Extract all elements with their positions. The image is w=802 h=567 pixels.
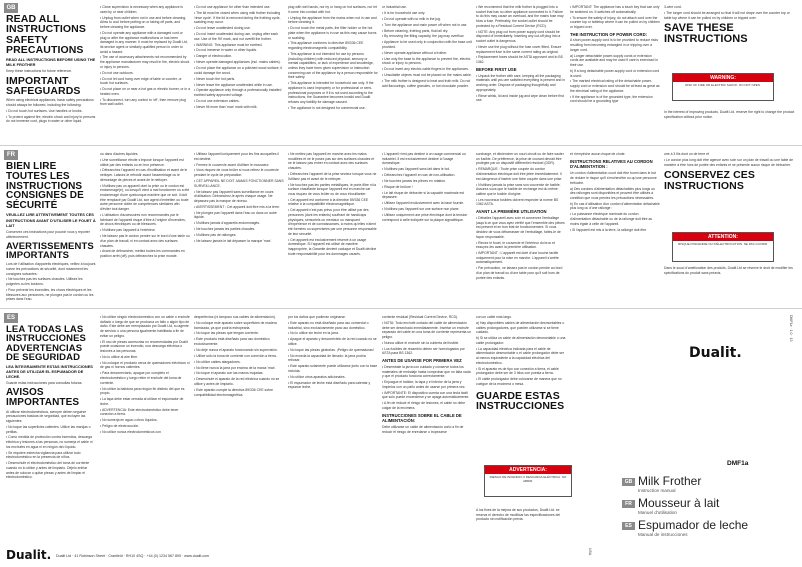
es-save-heading	[476, 391, 566, 412]
fr-paragraph: • Fermez le couvercle avant d'utiliser le mousseur.	[194, 162, 270, 167]
fr-subtitle: VEUILLEZ LIRE ATTENTIVEMENT TOUTES CES INSTRUCTIONS AVANT D'UTILISER LE FOUET À LAIT	[6, 212, 96, 229]
es-paragraph: • No sumerja en agua u otros líquidos.	[100, 418, 158, 423]
fr-save-line: CONSERVEZ CES	[664, 169, 755, 182]
gb-paragraph: • Replacement fuses should be ASTA approved and to BS 1362.	[476, 55, 563, 65]
gb-paragraph: • Close supervision is necessary when any appliance is used by or near children.	[100, 5, 183, 14]
fr-paragraph: b) En cas d'utilisation d'un cordon d'alimentation détachable plus long ou d'une rallonge :	[570, 201, 660, 211]
es-paragraph: • No utilice la batidora para ningún fin distinto del que es propio.	[100, 386, 185, 396]
gb-paragraph: plug with wet hands, nor by or hang on hot surfaces, nor let it come into contact with hot.	[288, 5, 377, 14]
es-paragraph: • Enjuague el batidor, la tapa y el interior de la jarra y límpielos con un paño antes de usarse por primera vez.	[382, 380, 466, 389]
es-paragraph: • No lo utilice sin leche en la jarra.	[288, 331, 339, 336]
gb-paragraph: • The appliance is not designed for commercial use.	[288, 105, 366, 110]
es-paragraph: • No utilice cables alargadores.	[194, 359, 241, 364]
fr-title-line: SÉCURITÉ	[6, 200, 58, 212]
gb-paragraph: When using electrical appliances, basic safety precautions should always be followed, including the following:	[6, 98, 94, 107]
es-column-3	[194, 315, 284, 543]
es-paragraph: • Este aparato solamente puede utilizarse junto con la base incluida.	[288, 364, 378, 373]
gb-paragraph: • Do not use appliance for other than intended use.	[194, 5, 271, 9]
es-paragraph: • El cable prolongador debe colocarse de manera que no cuelgue de la encimera o mesa.	[476, 377, 562, 386]
es-paragraph: • No toque las piezas giratorias. ¡Peligro de quemaduras!	[288, 347, 374, 352]
es-subtitle: LEA ÍNTEGRAMENTE ESTAS INSTRUCCIONES ANTES DE UTILIZAR EL ESPUMADOR DE LECHE.	[6, 363, 93, 380]
gb-paragraph: • This appliance is intended for household use only. If the appliance is used improperly or for professional or semi-professional purposes or if it is not used according to the instructions, the Guarantee becomes invalid and Dualit refuses any liability for damage caused.	[288, 81, 374, 104]
fr-title	[6, 162, 96, 211]
gb-paragraph: b) If a long detachable power-supply cord or extension cord is used:	[570, 68, 660, 78]
gb-paragraph: • Do not invert any electric cable fingers in the appliances.	[382, 67, 469, 72]
cover-product-sub-gb: Instruction manual	[638, 488, 676, 493]
es-paragraph: • Se requiere estrecha vigilancia para utilizar todo electrodoméstico en la presencia de niños.	[6, 450, 81, 460]
es-paragraph: • A fin de reducir el riesgo de lesiones, el cable no debe colgar de la encimera.	[382, 401, 466, 410]
es-paragraph: • ADVERTENCIA: Este electrodoméstico debe tener conexión a tierra.	[100, 407, 179, 417]
cover-product-name-fr: Mousseur à lait	[638, 496, 720, 510]
fr-column-4	[288, 152, 378, 306]
fr-paragraph: surcharge, et déclencher un court-circuit ou de faire sauter un fusible. De préférence, la prise de courant devrait être protégée par un dispositif différentiel résiduel (DDR).	[476, 152, 564, 166]
es-power-cord-heading: INSTRUCCIONES SOBRE EL CABLE DE ALIMENTACIÓN:	[382, 412, 462, 424]
es-paragraph: • No toque el aparato con las manos mojadas.	[194, 371, 264, 376]
es-paragraph: • IMPORTANTE: El dispositivo cuenta con una tecla táctil que solo puede encenderse y se apaga automáticamente.	[382, 390, 470, 400]
gb-paragraph: • Never fill more than 'max' mark with milk.	[194, 104, 258, 109]
fr-paragraph: • Ne laissez pas le cordon pendre sur le bord d'une table ou d'un plan de travail, ni en contact avec des surfaces chaudes.	[100, 234, 190, 248]
fr-power-cord-heading: INSTRUCTIONS RELATIVES AU CORDON D'ALIMENTATION :	[570, 158, 653, 170]
divider-gb-fr	[0, 145, 802, 146]
fr-paragraph: • Le cordon plus long doit être agencé avec soin sur un plan de travail ou une table de manière à être hors de portée des enfants et ne présente aucun risque de trébucher.	[664, 157, 793, 167]
gb-paragraph: a) Longer detachable power-supply cords or extension cords are available and may be used if care is exercised in their use.	[570, 53, 659, 68]
es-paragraph: Debe utilizarse un cable de alimentación corto a fin de reducir el riesgo de enredarse o tropezarse	[382, 425, 464, 434]
es-important-line: AVISOS	[6, 387, 44, 399]
gb-paragraph: • To disconnect, turn any control to 'off', then remove plug from wall outlet.	[100, 97, 186, 107]
fr-paragraph: • Risque de brûlure !	[382, 184, 413, 189]
gb-paragraph: • By removing the filling capacity, the jug may overflow.	[382, 34, 465, 39]
fr-paragraph: • Ne touchez pas les surfaces chaudes. Utilisez les poignées ou les boutons.	[6, 277, 83, 287]
es-paragraph: • Este producto está diseñado para uso doméstico exclusivamente.	[194, 337, 270, 346]
fr-paragraph: • N'utilisez jamais d'appareils endommagés.	[194, 221, 260, 226]
fr-keep-note: Conservez ces instructions pour pouvoir vous y reporter ultérieurement.	[6, 230, 90, 239]
lang-tag-fr: FR	[4, 150, 18, 160]
gb-paragraph: • Operate appliance only through a professionally installed earthed safety approved voltage.	[194, 88, 282, 98]
gb-paragraph: • The lid must be closed when using milk frother including 'rinse cycle'. If the lid is removed during the frothing cycle, scalding may occur.	[194, 10, 281, 25]
es-paragraph: • No utilice ningún electrodoméstico con un cable o enchufe dañado o luego de que se produzca un fallo o algún tipo de daño. Este debe ser reemplazado por Dualit Ltd, su agente de servicio o una persona igualmente habilitada a fin de evitar un peligro.	[100, 315, 190, 338]
fr-save-line: INSTRUCTIONS	[664, 179, 744, 192]
fr-paragraph: • N'utilisez jamais la prise sans son couvercle de fusible. Assurez-vous que le fusible de rechange est du même calibre que le fusible d'origine.	[476, 182, 561, 196]
es-important-line: IMPORTANTES	[6, 396, 80, 408]
fr-warning-body: RISQUE D'INCENDIE OU D'ÉLECTROCUTION. NE PAS OUVRIR.	[678, 242, 768, 246]
es-paragraph: • No llene nunca la jarra por encima de la marca 'max'.	[194, 365, 277, 370]
gb-warning-head: WARNING:	[673, 74, 773, 82]
gb-paragraph: • Appliance to be used only in conjunction with the base unit provided.	[382, 40, 472, 49]
fr-paragraph: Un cordon d'alimentation court doit être fourni dans le but de réduire le risque qu'il s'enchevêtre ou qu'une personne trébuche.	[570, 171, 657, 185]
es-paragraph: a) Hay disponibles cables de alimentación desmontables o cables prolongadores, que pueden utilizarse si se tiene cuidado.	[476, 320, 565, 335]
gb-paragraph: • This appliance is not intended for use by persons (including children) with reduced physical, sensory or mental capabilities, or lack of experience and knowledge, unless they have been given supervision or instruction concerning use of the appliance by a person responsible for their safety.	[288, 51, 378, 80]
gb-column-5	[382, 5, 472, 143]
es-column-5	[382, 315, 472, 543]
fr-title-line: INSTRUCTIONS	[6, 180, 83, 192]
es-paragraph: • Desenchufe el aparato de la red eléctrica cuando no se utilice y antes de limpiarlo.	[194, 377, 280, 386]
gb-paragraph: • Do not insert unattended during use, unplug after each use. Use of the 'fill' mark, and not overfill the frother.	[194, 32, 279, 41]
gb-before-first-use-heading: BEFORE FIRST USE	[476, 66, 517, 72]
fr-warning-head: ATTENTION:	[673, 233, 773, 241]
fr-paragraph: • L'appareil n'est pas destiné à un usage commercial ou industriel. Il est exclusivement destiné à l'usage domestique.	[382, 152, 466, 166]
fr-paragraph: ou dans d'autres liquides.	[100, 152, 139, 156]
gb-paragraph: • NOTE: Any plug cut from power supply cord should be disposed of immediately. Inserting any cut-off plug into a socket outlet is dangerous.	[476, 29, 561, 43]
lang-tag-gb: GB	[4, 3, 18, 13]
fr-paragraph: • Si l'appareil est mis à la terre, la rallonge doit être	[570, 227, 647, 232]
fr-column-5	[382, 152, 472, 306]
divider-fr-es	[0, 308, 802, 309]
es-footnote	[476, 508, 566, 538]
gb-paragraph: • Do not touch the metal parts, the filter holder or the hot plate when the appliance is in use as this may cause burns or scalding.	[288, 26, 377, 40]
fr-paragraph: • Utilisez uniquement une prise électrique dont la tension correspond à celle indiquée sur la plaque signalétique.	[382, 213, 468, 222]
gb-paragraph: • To protect against fire, electric shock and injury to persons do not immerse cord, plugs in water or other liquid.	[6, 114, 96, 124]
cover-product-sub-fr: Manuel d'utilisation	[638, 510, 677, 515]
fr-paragraph: • Ne plongez pas l'appareil dans l'eau ou dans un autre liquide.	[194, 210, 277, 220]
gb-title	[6, 14, 96, 55]
fr-paragraph: • Ne laissez jamais le lait dépasser la marque 'max'.	[194, 238, 272, 243]
es-paragraph: • Este aparato cumple la directiva 89/336 CEE sobre compatibilidad electromagnética.	[194, 387, 274, 397]
fr-paragraph: • Les nouveaux fusibles doivent respecter la norme BS 1362 ASTA.	[476, 197, 559, 207]
cover-brand-logo: Dualit.	[689, 345, 742, 361]
es-paragraph: • Este aparato no está diseñado para uso comercial o industrial, sino exclusivamente para uso doméstico.	[288, 320, 369, 330]
fr-paragraph: une à 3 fils dont un de terre et	[664, 152, 710, 156]
gb-footnote	[664, 110, 796, 130]
es-paragraph: con un cable más largo.	[476, 315, 512, 319]
es-paragraph: • La capacidad eléctrica indicada para el cable de alimentación desmontable o el cable prolongador debe ser al menos equivalente a la capacidad eléctrica del electrodoméstico.	[476, 346, 565, 365]
lang-tag-es: ES	[4, 313, 18, 323]
fr-paragraph: • N'utilisez pas un appareil dont la prise ou le cordon est endommagé(e), ou lorsqu'il vient à mal fonctionner ou a été endommagé d'une quelconque manière que ce soit. Il doit être remplacé par Dualit Ltd, son agent d'entretien ou toute autre personne dotée de compétences similaires afin d'éviter tout danger.	[100, 183, 190, 212]
fr-important-line: IMPORTANTS	[6, 249, 70, 261]
es-column-1	[6, 325, 96, 543]
gb-paragraph: • We recommend that the milk frother is plugged into a socket that has no other appliance connected to it. Failure to do this may cause an overload, and the mains fuse may blow a fuse. Preferably, the socket outlet should be protected by a Residual Current Device (RCD).	[476, 5, 564, 28]
cover-model-number: DMF1a	[727, 460, 749, 467]
es-paragraph: Al utilizar electrodomésticos, siempre deben seguirse precauciones básicas de seguridad, que incluyen las siguientes:	[6, 409, 87, 424]
es-paragraph: • Los fusibles de recambio deben ser homologados por ASTA para BS 1362.	[382, 346, 465, 356]
fr-column-6	[476, 152, 566, 306]
es-title-line: DE SEGURIDAD	[6, 351, 81, 363]
footer-side-code: USA	[588, 548, 592, 556]
fr-paragraph: • Débranchez l'appareil de la prise secteur lorsque vous ne l'utilisez pas et avant de le nettoyer.	[288, 171, 377, 181]
gb-paragraph: • The longer cord should be arranged so that it will not drape over the counter top or table top where it can be pulled on by children or tripped over.	[664, 10, 790, 20]
fr-footnote-text: Dans le souci d'amélioration des produits, Dualit Ltd se réserve le droit de modifier les spécifications du produit sans préavis.	[664, 266, 793, 275]
es-paragraph: • Nunca utilice el enchufe sin la cubierta del fusible.	[382, 340, 460, 345]
fr-column-7	[570, 152, 660, 306]
fr-title-line: TOUTES LES	[6, 170, 70, 182]
es-paragraph: • No utilice otros aparatos adicionales.	[288, 374, 346, 379]
gb-paragraph: • Do not operate any appliance with a damaged cord or plug or after the appliance malfunctions or has been damaged in any manner. It must be replaced by Dualit Ltd, its service agent or similarly qualified person in order to avoid a hazard.	[100, 30, 188, 54]
gb-paragraph: • It is for household use only.	[382, 10, 426, 15]
gb-column-1	[6, 14, 96, 144]
gb-column-6	[476, 5, 566, 143]
footer-brand-logo: Dualit.	[6, 548, 52, 562]
es-paragraph: • No lo utilice al aire libre.	[100, 354, 139, 359]
es-paragraph: desperfectos (ni tampoco sus cables de alimentación).	[194, 315, 276, 319]
es-save-line: GUARDE ESTAS	[476, 389, 560, 402]
gb-title-line: READ ALL	[6, 14, 60, 25]
gb-paragraph: • Unplug from outlet when not in use and before cleaning. Allow to cool before putting on or taking off parts, and before cleaning the appliance.	[100, 15, 187, 29]
gb-paragraph: • Never use the plug without the fuse cover fitted. Ensure replacement fuse is the same current rating as original.	[476, 44, 562, 54]
gb-keep-note: Keep these instructions for future reference.	[6, 68, 72, 73]
fr-save-heading	[664, 170, 796, 191]
gb-paragraph: • Do not place the appliance on a polished wood surface; it could damage the wood.	[194, 66, 283, 75]
gb-paragraph: • To ensure the safety of injury, do not attach cord over the counter top or tabletop where it can be pulled on by children or tripped over.	[570, 15, 660, 29]
fr-paragraph: • L'utilisation d'accessoires non recommandés par le fabricant de l'appareil risque d'être à l'origine d'incendies, de chocs électriques ou de blessures.	[100, 213, 186, 227]
fr-column-3	[194, 152, 284, 306]
es-paragraph: • NOTA: Todo enchufe cortado del cable de alimentación debe ser desechado inmediatamente. Insertar un enchufe separado del cable en una toma de corriente representa un peligro.	[382, 320, 472, 339]
gb-paragraph: • The use of accessory attachments not recommended by the appliance manufacturer may result in fire, electric shock or injury to persons.	[100, 55, 190, 69]
fr-paragraph: • N'utilisez pas l'appareil sur une surface non plane.	[382, 207, 460, 212]
gb-save-heading	[664, 23, 796, 45]
es-title-line: ADVERTENCIAS	[6, 342, 83, 354]
es-title-line: INSTRUCCIONES	[6, 333, 86, 345]
gb-paragraph: • IMPORTANT: The appliance has a touch key that can only be switched on. It switches off automatically.	[570, 5, 660, 14]
gb-paragraph: 3-wire cord.	[664, 5, 682, 9]
fr-paragraph: • Par précaution, ne laissez pas le cordon pendre au bord d'un plan de travail ou d'une table pour qu'il soit hors de portée des enfants.	[476, 266, 563, 280]
fr-paragraph: et n'empêche aucun risque de chute.	[570, 152, 626, 156]
footer-address: Dualit Ltd · 41 Robinson Street · Cranfield · RH10 4SQ · +44 (0) 1234 567 890 · www.dualit.com	[56, 554, 210, 558]
fr-paragraph: • Pour prévenir les incendies, les chocs électriques et les blessures aux personnes, ne plongez pas le cordon ou les prises dans l'eau.	[6, 287, 94, 302]
fr-paragraph: • N'utilisez pas de rallonges.	[194, 233, 237, 237]
fr-footnote	[664, 266, 796, 288]
es-paragraph: • La tapa debe estar cerrada al utilizar el espumador de leche.	[100, 397, 184, 406]
es-paragraph: por los daños que pudieran originarse.	[288, 315, 346, 319]
gb-paragraph: • Use only the base to the appliance to prevent fire, electric shock or injury to persons.	[382, 56, 471, 66]
gb-title-line: SAFETY	[6, 33, 49, 46]
fr-paragraph: • Le lait risque de déborder si la capacité maximale est dépassée.	[382, 190, 465, 200]
gb-warning-body: RISK OF FIRE OR ELECTRIC SHOCK. DO NOT OPEN.	[685, 83, 761, 87]
cover-vertical-code: DMF1a · 1.0 · 13	[789, 315, 793, 342]
fr-title-line: CONSIGNES DE	[6, 190, 84, 202]
es-paragraph: b) Si se utiliza un cable de alimentación desmontable o una cable prolongador:	[476, 336, 566, 345]
es-warning-body: RIESGO DE INCENDIO O DESCARGA ELÉCTRICA. NO ABRIR.	[489, 475, 567, 483]
fr-paragraph: • Ne mettez pas l'appareil en marche avec les mains mouillées et ne le posez pas sur des surfaces chaudes et ne le laissez pas entrer en contact avec des surfaces chaudes.	[288, 152, 375, 171]
gb-paragraph: • Never touch the hot parts.	[194, 76, 236, 81]
gb-paragraph: • Do not use extension cables.	[194, 98, 240, 103]
gb-title-line: INSTRUCTIONS	[6, 23, 86, 36]
fr-paragraph: • N'utilisez pas l'appareil sans lait dans le bol.	[382, 167, 451, 172]
gb-paragraph: • Turn the appliance and main power off when not in use.	[382, 22, 468, 27]
es-important-heading	[6, 388, 96, 408]
fr-important-line: AVERTISSEMENTS	[6, 240, 94, 252]
fr-paragraph: • Cet appareil est conforme à la directive 89/336 CEE relative à la compatibilité électromagnétique.	[288, 197, 369, 207]
fr-paragraph: • Ne touchez jamais les pièces en rotation.	[382, 179, 446, 183]
fr-paragraph: • Utilisez l'appareil exclusivement avec la base fournie.	[382, 201, 465, 206]
es-paragraph: • No coloque este aparato sobre superficies de madera barnizada, ya que podría estropearla.	[194, 320, 277, 330]
fr-paragraph: • Une surveillance étroite s'impose lorsque l'appareil est utilisé par des enfants ou en leur présence.	[100, 157, 184, 167]
es-before-first-use-heading: ANTES DE USARSE POR PRIMERA VEZ	[382, 358, 462, 364]
gb-paragraph: • If the appliance is of the grounded type, the extension cord should be a grounding type	[570, 94, 653, 104]
gb-paragraph: • Unsuitable objects must not be placed on the mains cable.	[382, 73, 472, 78]
fr-paragraph: a) Des cordons d'alimentation détachables plus longs ou des rallonges sont disponibles et peuvent être utilisés à condition que vous preniez les précautions nécessaires.	[570, 186, 655, 200]
fr-title-line: BIEN LIRE	[6, 162, 57, 172]
gb-warning-box	[672, 73, 774, 101]
es-footnote-text: A los fines de la mejora de sus productos, Dualit Ltd. se reserva el derecho de modificar las especificaciones del producto sin notificación previa.	[476, 508, 561, 522]
gb-column-3	[194, 5, 284, 143]
es-paragraph: • Utilice sólo la toma de corriente con conexión a tierra.	[194, 353, 277, 358]
fr-paragraph: • Cet appareil n'est pas prévu pour être utilisé par des personnes (dont les enfants) souffrant de handicaps physiques, sensoriels ou mentaux ou manquant d'expérience et de connaissances, à moins qu'elles n'aient été formées ou supervisées par une personne responsable de leur sécurité.	[288, 208, 377, 236]
gb-paragraph: • Never leave the appliance unattended while in use.	[194, 82, 273, 87]
gb-paragraph: or industrial use.	[382, 5, 407, 9]
fr-paragraph: • Rincez le fouet, le couvercle et l'intérieur du broc et essuyez-les avant la première utilisation.	[476, 240, 555, 250]
fr-before-first-use-heading: AVANT LA PREMIÈRE UTILISATION	[476, 209, 547, 215]
es-paragraph: • No utilice nunca electrodomésticos con	[100, 430, 161, 434]
gb-important-heading	[6, 76, 96, 97]
gb-paragraph: • WARNING: This appliance must be earthed.	[194, 42, 263, 47]
fr-paragraph: • Utilisez l'appareil uniquement pour les fins auxquelles il est destiné.	[194, 152, 279, 161]
es-paragraph: • Como medida de protección contra incendios, descarga eléctrica y lesiones a las personas, no sumerja el cable ni los enchufes en agua ni en ningún otro líquido.	[6, 435, 93, 449]
gb-paragraph: • Do not immerse in water or other liquids.	[194, 48, 257, 53]
es-save-line: INSTRUCCIONES	[476, 399, 565, 412]
es-paragraph: • El uso de piezas accesorias no recomendadas por Dualit puede ocasionar un incendio, una descarga eléctrica o lesiones a las personas.	[100, 339, 188, 353]
fr-paragraph: • Vous risquez de vous brûler si vous retirez le couvercle pendant le cycle de préparation.	[194, 168, 279, 178]
es-title	[6, 325, 96, 362]
gb-paragraph: • Do not touch hot surfaces. Use handles or knobs.	[6, 108, 83, 113]
gb-paragraph: • The marked electrical rating of the detachable power-supply cord or extension cord should be at least as great as the electrical rating of the appliance.	[570, 79, 660, 93]
es-paragraph: • No toque las superficies calientes. Utilice las manijas o perillas.	[6, 424, 91, 434]
gb-paragraph: • Do not let cord hang over edge of table or counter, or touch hot surfaces.	[100, 76, 182, 86]
es-paragraph: • El espumador de leche está diseñado para calentar y espumar leche.	[288, 380, 371, 390]
fr-column-2	[100, 152, 190, 306]
gb-paragraph: • Danger of electrocution.	[194, 54, 233, 59]
fr-column-1	[6, 162, 96, 306]
es-paragraph: • No deje nunca el aparato funcionando sin supervisión.	[194, 347, 278, 352]
gb-paragraph: • Do not operate with no milk in the jug.	[382, 16, 441, 21]
gb-save-line: SAVE THESE	[664, 22, 734, 35]
gb-paragraph: • This appliance conforms to directive 89/336 CEE regarding electromagnetic compatibility.	[288, 41, 364, 51]
gb-paragraph: • Never operate damaged appliances (incl. mains cables).	[194, 60, 281, 65]
fr-paragraph: • REMARQUE : Toute prise coupée du cordon d'alimentation électrique doit être jetée immédiatement. Il est dangereux d'insérer une fiche coupée dans une prise.	[476, 167, 563, 181]
fr-paragraph: • Ne touchez jamais les parties chaudes.	[194, 227, 256, 232]
gb-paragraph: • Do not leave unattended during use.	[194, 26, 251, 31]
fr-paragraph: Lors de l'utilisation d'appareils électriques, veillez à toujours suivre les précautions de sécurité, dont notamment les consignes suivantes :	[6, 262, 96, 276]
fr-paragraph: • CET APPAREIL NE DOIT JAMAIS FONCTIONNER SANS SURVEILLANCE.	[194, 179, 284, 188]
cover-product-name-gb: Milk Frother	[638, 474, 702, 488]
fr-paragraph: • IMPORTANT : L'appareil est doté d'une touche tactile uniquement pour la mise en marche. L'appareil s'arrête automatiquement.	[476, 251, 559, 265]
gb-paragraph: • Never operate appliance without a frother.	[382, 50, 448, 55]
gb-paragraph: A short power-supply cord is to be provided to reduce risks resulting from becoming entangled in or tripping over a longer cord.	[570, 38, 659, 52]
fr-paragraph: • Ne touchez pas les parties métalliques, le porte-filtre ni la surface chauffante lorsque l'appareil est en marche car vous risquez de vous brûler ou de vous ébouillanter.	[288, 182, 377, 196]
es-paragraph: • Si el aparato es de tipo con conexión a tierra, el cable prolongador debe ser de 3 hilos con puesta a tierra.	[476, 366, 559, 376]
fr-paragraph: • AVERTISSEMENT : Cet appareil doit être mis à la terre.	[194, 204, 280, 209]
cover-lang-tag-fr: FR	[622, 500, 635, 508]
es-paragraph: • No exceda la capacidad de llenado: la jarra podría rebosar.	[288, 353, 366, 363]
cover-product-name-es: Espumador de leche	[638, 518, 749, 532]
es-paragraph: • No toque las piezas que tengan corriente.	[194, 331, 259, 336]
gb-paragraph: • Do not use outdoors.	[100, 70, 134, 75]
es-paragraph: • Para desconectarlo, apague por completo el electrodoméstico y luego retire el enchufe del toma de corriente.	[100, 371, 182, 385]
fr-important-heading	[6, 242, 96, 261]
fr-warning-box	[672, 232, 774, 262]
gb-important-line: IMPORTANT	[6, 74, 69, 87]
fr-paragraph: • N'utilisez pas l'appareil à l'extérieur.	[100, 228, 156, 233]
fr-paragraph: • Ne laissez pas l'appareil sans surveillance en cours d'utilisation. Débranchez-le après chaque usage. Ne dépassez pas la marque de niveau.	[194, 189, 274, 203]
es-paragraph: corriente residual (Residual Current Device, RCD).	[382, 315, 459, 319]
gb-title-line: PRECAUTIONS	[6, 43, 84, 56]
gb-save-line: INSTRUCTIONS	[664, 33, 748, 46]
gb-paragraph: • The milk frother is designed to heat and froth milk. Do not add flavourings, coffee granules, or hot chocolate powder.	[382, 79, 471, 88]
gb-power-cord-heading: THE INSTRUCTION OF POWER CORD:	[570, 31, 648, 37]
cover-lang-tag-es: ES	[622, 522, 635, 530]
fr-paragraph: • Avant de débrancher, mettez toutes les commandes en position arrêt (off), puis débranchez la prise murale.	[100, 249, 185, 259]
gb-paragraph: • Unplug the appliance from the mains when not in use and before cleaning it.	[288, 15, 377, 25]
fr-paragraph: • Cet appareil est exclusivement réservé à un usage domestique. Si l'appareil est utilisé de manière inappropriée, la Garantie devient caduque et Dualit décline toute responsabilité pour les dommages causés.	[288, 237, 377, 256]
es-title-line: LEA TODAS LAS	[6, 325, 84, 335]
es-warning-box	[484, 465, 572, 497]
gb-column-2	[100, 5, 190, 143]
gb-paragraph: • Do not place on or near a hot gas or electric burner, or in a heated oven.	[100, 87, 190, 96]
gb-paragraph: • Before cleaning, frothing parts, fluid all dry.	[382, 28, 449, 33]
es-column-2	[100, 315, 190, 543]
fr-paragraph: • Débranchez l'appareil en cas d'inutilisation et avant de le nettoyer. Laissez-le refroidir avant l'assemblage ou le démontage de pièces et avant de le nettoyer.	[100, 168, 188, 182]
es-paragraph: • Apague el aparato y desconéctelo de la red cuando no se utilice.	[288, 337, 377, 346]
fr-paragraph: • Débranchez l'appareil en cas de non-utilisation.	[382, 173, 456, 178]
es-paragraph: • Desenchufe el electrodoméstico del toma de corriente cuando no lo utilice y antes de limpiarlo. Déjelo enfriar antes de colocar o quitar piezas y antes de limpiar el electrodoméstico.	[6, 461, 90, 480]
gb-important-line: SAFEGUARDS	[6, 84, 81, 97]
es-paragraph: • No coloque el producto cerca de quemadores eléctricos ni de gas ni hornos calientes.	[100, 360, 190, 370]
fr-paragraph: • La puissance électrique nominale du cordon d'alimentation détachable ou de la rallonge doit être au moins égale à celle de l'appareil.	[570, 212, 653, 226]
es-column-4	[288, 315, 378, 543]
gb-column-4	[288, 5, 378, 143]
es-paragraph: • Desembale la jarra con cuidado y conserve todos los materiales de embalaje hasta comprobar que no falta nada y que el producto funciona correctamente.	[382, 364, 471, 379]
gb-footnote-text: In the interest of improving products, Dualit Ltd. reserve the right to change the product specification without prior notice.	[664, 110, 795, 119]
gb-paragraph: • Unpack the frother with care, keeping all the packaging materials until you are satisfied everything is present and in working order. Dispose of packaging thoughtfully and appropriately.	[476, 73, 565, 92]
gb-column-7	[570, 5, 660, 143]
fr-paragraph: • Déballez l'appareil avec soin et conservez l'emballage jusqu'à ce que vous ayez vérifié que l'ensemble des pièces est présent et en bon état de fonctionnement. Si vous décidez de vous débarrasser de l'emballage, faites-le de façon responsable.	[476, 215, 565, 239]
es-warning-head: ADVERTENCIA:	[485, 466, 571, 474]
cover-product-sub-es: Manual de instrucciones	[638, 532, 688, 537]
gb-subtitle: READ ALL INSTRUCTIONS BEFORE USING THE MILK FROTHER	[6, 56, 96, 68]
es-keep-note: Guarde estas instrucciones para consultas futuras.	[6, 381, 83, 386]
gb-paragraph: • Rinse whisk, lid and inside jug and wipe clean before first use.	[476, 93, 564, 103]
cover-lang-tag-gb: GB	[622, 478, 635, 486]
es-paragraph: • Peligro de electrocución.	[100, 424, 140, 429]
